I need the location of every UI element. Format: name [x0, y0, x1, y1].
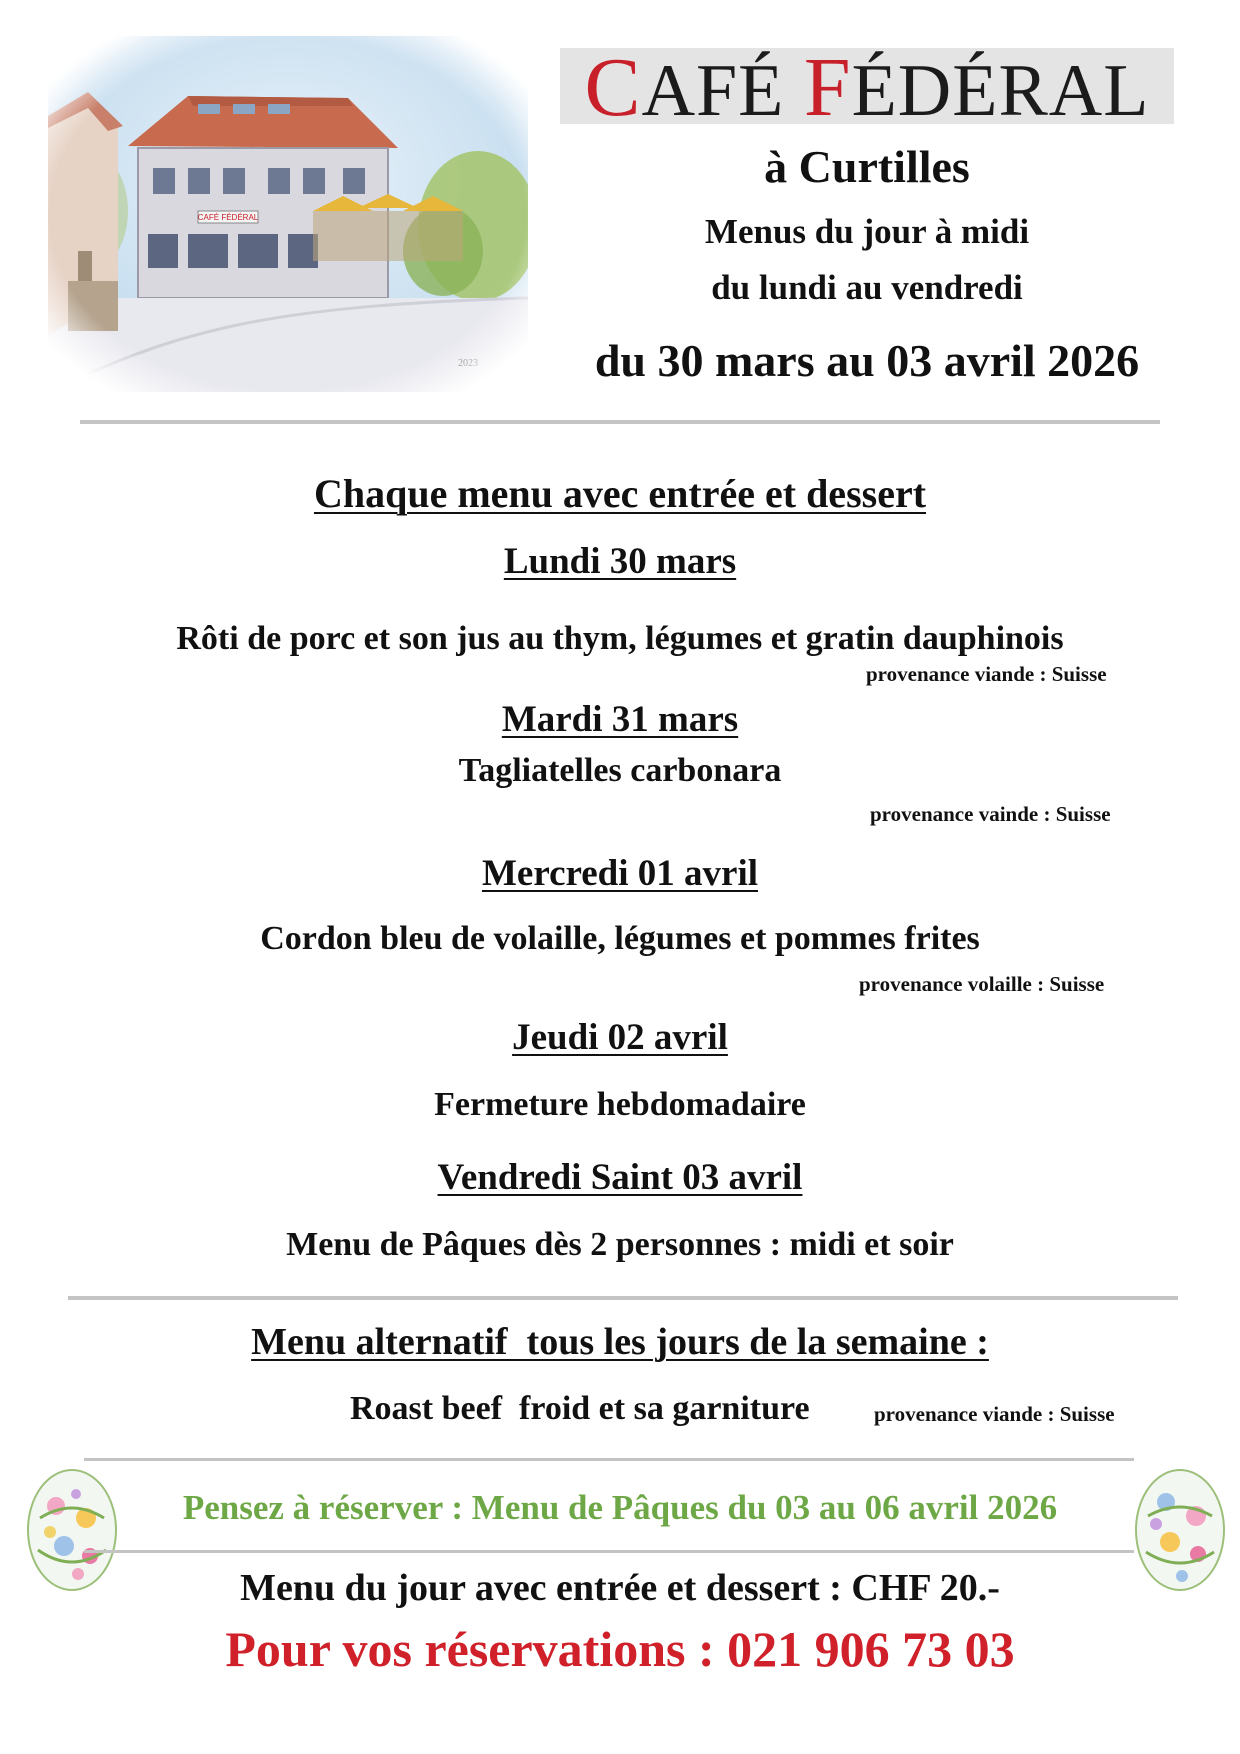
- alternative-dish: Roast beef froid et sa garniture: [350, 1390, 810, 1427]
- provenance-note: provenance viande : Suisse: [866, 662, 1107, 686]
- menu-description-line2: du lundi au vendredi: [711, 268, 1023, 307]
- day-dish: Rôti de porc et son jus au thym, légumes et gratin dauphinois: [176, 620, 1064, 657]
- provenance-note: provenance vainde : Suisse: [870, 802, 1111, 826]
- location: à Curtilles: [764, 141, 970, 192]
- alternative-menu-heading: Menu alternatif tous les jours de la semaine :: [251, 1321, 989, 1363]
- day-heading: Mercredi 01 avril: [481, 853, 759, 894]
- day-dish: Menu de Pâques dès 2 personnes : midi et soir: [286, 1226, 954, 1263]
- day-heading: Lundi 30 mars: [503, 541, 737, 582]
- week-dates: du 30 mars au 03 avril 2026: [594, 335, 1140, 386]
- divider: [84, 1550, 1134, 1553]
- menu-description-line1: Menus du jour à midi: [704, 212, 1030, 251]
- divider: [80, 420, 1160, 424]
- title-initial-c: C: [584, 41, 642, 134]
- menu-intro-heading: Chaque menu avec entrée et dessert: [313, 471, 927, 516]
- day-dish: Fermeture hebdomadaire: [434, 1086, 806, 1123]
- day-heading: Vendredi Saint 03 avril: [437, 1157, 803, 1198]
- day-dish: Tagliatelles carbonara: [458, 752, 782, 789]
- provenance-note: provenance volaille : Suisse: [859, 972, 1105, 996]
- day-heading: Mardi 31 mars: [501, 699, 739, 740]
- day-heading: Jeudi 02 avril: [512, 1017, 728, 1058]
- easter-reservation-reminder: Pensez à réserver : Menu de Pâques du 03 au 06 avril 2026: [182, 1488, 1058, 1527]
- divider: [68, 1296, 1178, 1300]
- cafe-illustration: [48, 36, 528, 392]
- day-dish: Cordon bleu de volaille, légumes et pommes frites: [260, 920, 980, 957]
- divider: [84, 1458, 1134, 1461]
- reservation-phone: Pour vos réservations : 021 906 73 03: [225, 1621, 1015, 1677]
- title-federal-rest: ÉDÉRAL: [851, 50, 1150, 132]
- title-initial-f: F: [803, 41, 852, 134]
- restaurant-title: [560, 41, 1174, 134]
- title-cafe-rest: AFÉ: [641, 50, 804, 132]
- provenance-note: provenance viande : Suisse: [874, 1402, 1115, 1426]
- menu-price: Menu du jour avec entrée et dessert : CHF 20.-: [240, 1567, 1000, 1609]
